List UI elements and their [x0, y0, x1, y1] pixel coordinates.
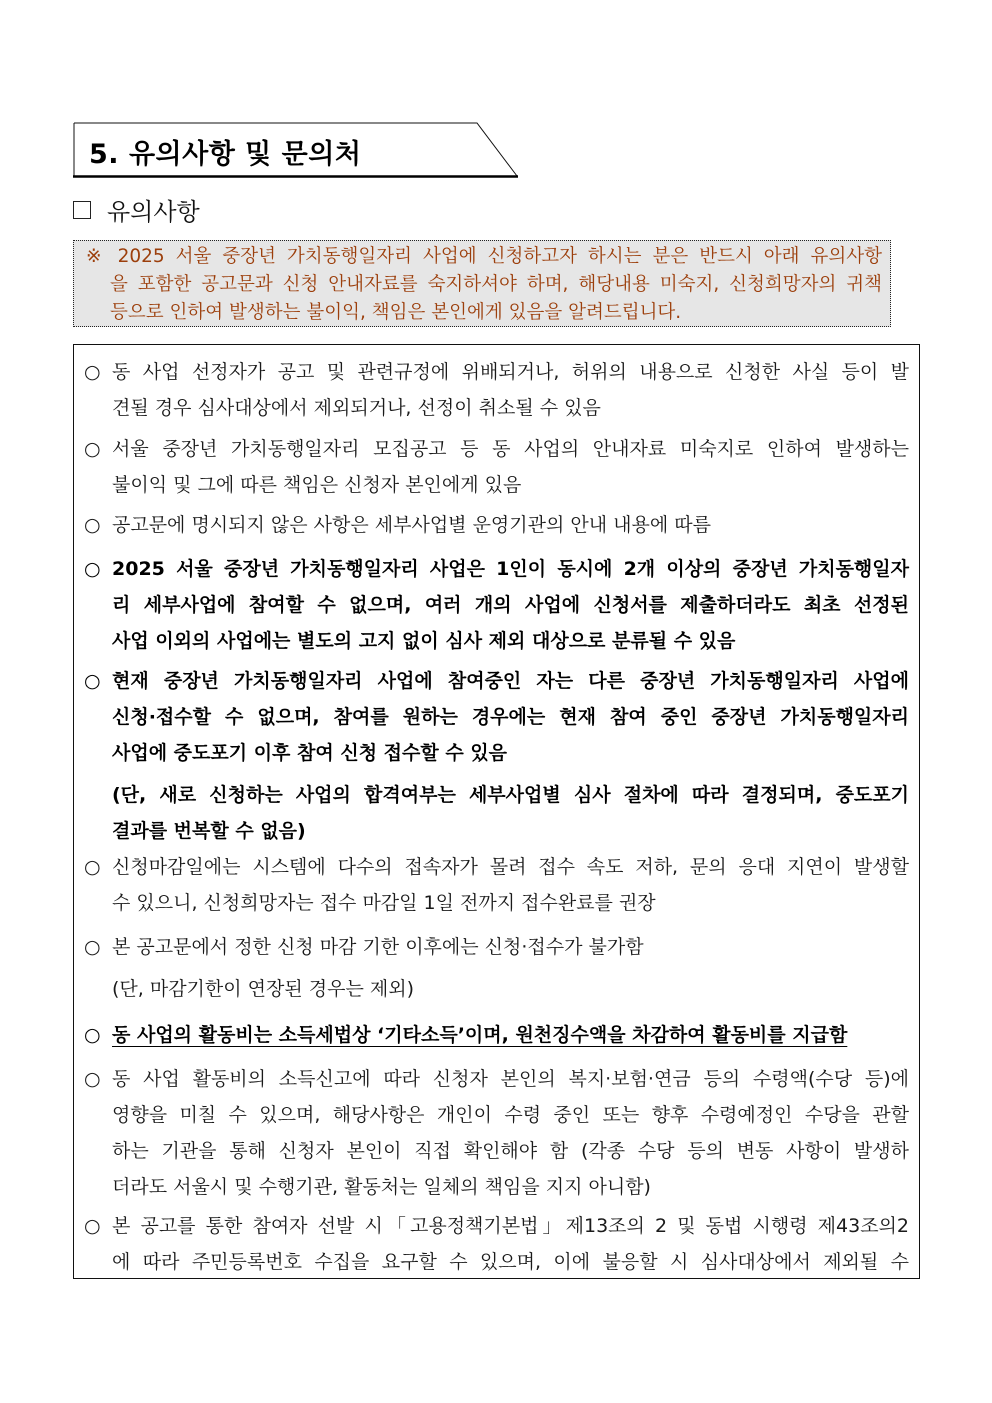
- circle-bullet-icon: ○: [84, 936, 101, 958]
- item-note: (단, 새로 신청하는 사업의 합격여부는 세부사업별 심사 절차에 따라 결정되며, 중도포기: [112, 784, 909, 806]
- item-text: 더라도 서울시 및 수행기관, 활동처는 일체의 책임을 지지 아니함): [112, 1176, 651, 1198]
- list-item-bold: [84, 551, 909, 659]
- item-text: 서울 중장년 가치동행일자리 모집공고 등 동 사업의 안내자료 미숙지로 인하여 발생하는: [112, 438, 909, 460]
- item-text: 동 사업 활동비의 소득신고에 따라 신청자 본인의 복지·보험·연금 등의 수령액(수당 등)에: [112, 1068, 909, 1090]
- item-text: 동 사업 선정자가 공고 및 관련규정에 위배되거나, 허위의 내용으로 신청한 사실 등이 발: [112, 361, 909, 383]
- item-text: 영향을 미칠 수 있으며, 해당사항은 개인이 수령 중인 또는 향후 수령예정인 수당을 관할: [112, 1104, 909, 1126]
- item-text: 신청·접수할 수 없으며, 참여를 원하는 경우에는 현재 참여 중인 중장년 가치동행일자리: [112, 706, 909, 728]
- item-text: 사업 이외의 사업에는 별도의 고지 없이 심사 제외 대상으로 분류될 수 있음: [112, 630, 736, 652]
- precautions-list: [73, 344, 920, 1279]
- notice-line: 등으로 인하여 발생하는 불이익, 책임은 본인에게 있음을 알려드립니다.: [110, 302, 682, 323]
- list-item: [84, 1061, 909, 1205]
- item-text: 2025 서울 중장년 가치동행일자리 사업은 1인이 동시에 2개 이상의 중장년 가치동행일자: [112, 558, 909, 580]
- item-text: 본 공고문에서 정한 신청 마감 기한 이후에는 신청·접수가 불가함: [112, 936, 644, 958]
- circle-bullet-icon: ○: [84, 361, 101, 383]
- list-item-bold: [84, 663, 909, 849]
- circle-bullet-icon: ○: [84, 558, 101, 580]
- item-text: 견될 경우 심사대상에서 제외되거나, 선정이 취소될 수 있음: [112, 397, 601, 419]
- item-note: (단, 마감기한이 연장된 경우는 제외): [112, 978, 414, 1000]
- list-item: [84, 849, 909, 921]
- circle-bullet-icon: ○: [84, 514, 101, 536]
- item-text: 공고문에 명시되지 않은 사항은 세부사업별 운영기관의 안내 내용에 따름: [112, 514, 711, 536]
- item-text: 본 공고를 통한 참여자 선발 시「고용정책기본법」제13조의 2 및 동법 시행령 제43조의2: [112, 1215, 909, 1237]
- notice-box: [73, 240, 891, 327]
- list-item: [84, 1208, 909, 1279]
- circle-bullet-icon: ○: [84, 1215, 101, 1237]
- item-text: 리 세부사업에 참여할 수 없으며, 여러 개의 사업에 신청서를 제출하더라도 최초 선정된: [112, 594, 909, 616]
- item-text: 신청마감일에는 시스템에 다수의 접속자가 몰려 접수 속도 저하, 문의 응대 지연이 발생할: [112, 856, 909, 878]
- subheading: [73, 192, 200, 227]
- item-text: 동 사업의 활동비는 소득세법상 ‘기타소득’이며, 원천징수액을 차감하여 활동비를 지급함: [112, 1024, 848, 1046]
- list-item: [84, 354, 909, 426]
- circle-bullet-icon: ○: [84, 856, 101, 878]
- notice-line: ※ 2025 서울 중장년 가치동행일자리 사업에 신청하고자 하시는 분은 반드시 아래 유의사항: [86, 246, 882, 267]
- notice-line: 을 포함한 공고문과 신청 안내자료를 숙지하셔야 하며, 해당내용 미숙지, 신청희망자의 귀책: [110, 274, 882, 295]
- square-bullet-icon: [73, 201, 91, 219]
- circle-bullet-icon: ○: [84, 1024, 101, 1046]
- circle-bullet-icon: ○: [84, 1068, 101, 1090]
- item-text: 수 있으니, 신청희망자는 접수 마감일 1일 전까지 접수완료를 권장: [112, 892, 656, 914]
- list-item: [84, 929, 909, 1007]
- item-text: 불이익 및 그에 따른 책임은 신청자 본인에게 있음: [112, 474, 522, 496]
- section-title-box: [73, 122, 518, 177]
- circle-bullet-icon: ○: [84, 670, 101, 692]
- section-title: 5. 유의사항 및 문의처: [89, 139, 362, 170]
- item-text: 현재 중장년 가치동행일자리 사업에 참여중인 자는 다른 중장년 가치동행일자리 사업에: [112, 670, 909, 692]
- circle-bullet-icon: ○: [84, 438, 101, 460]
- list-item: [84, 507, 909, 543]
- list-item-bold-underlined: [84, 1017, 909, 1053]
- item-text: 사업에 중도포기 이후 참여 신청 접수할 수 있음: [112, 742, 508, 764]
- subheading-label: 유의사항: [107, 198, 200, 226]
- item-text: 에 따라 주민등록번호 수집을 요구할 수 있으며, 이에 불응할 시 심사대상에서 제외될 수: [112, 1251, 909, 1273]
- item-text: 하는 기관을 통해 신청자 본인이 직접 확인해야 함 (각종 수당 등의 변동 사항이 발생하: [112, 1140, 909, 1162]
- list-item: [84, 431, 909, 503]
- item-note: 결과를 번복할 수 없음): [112, 820, 306, 842]
